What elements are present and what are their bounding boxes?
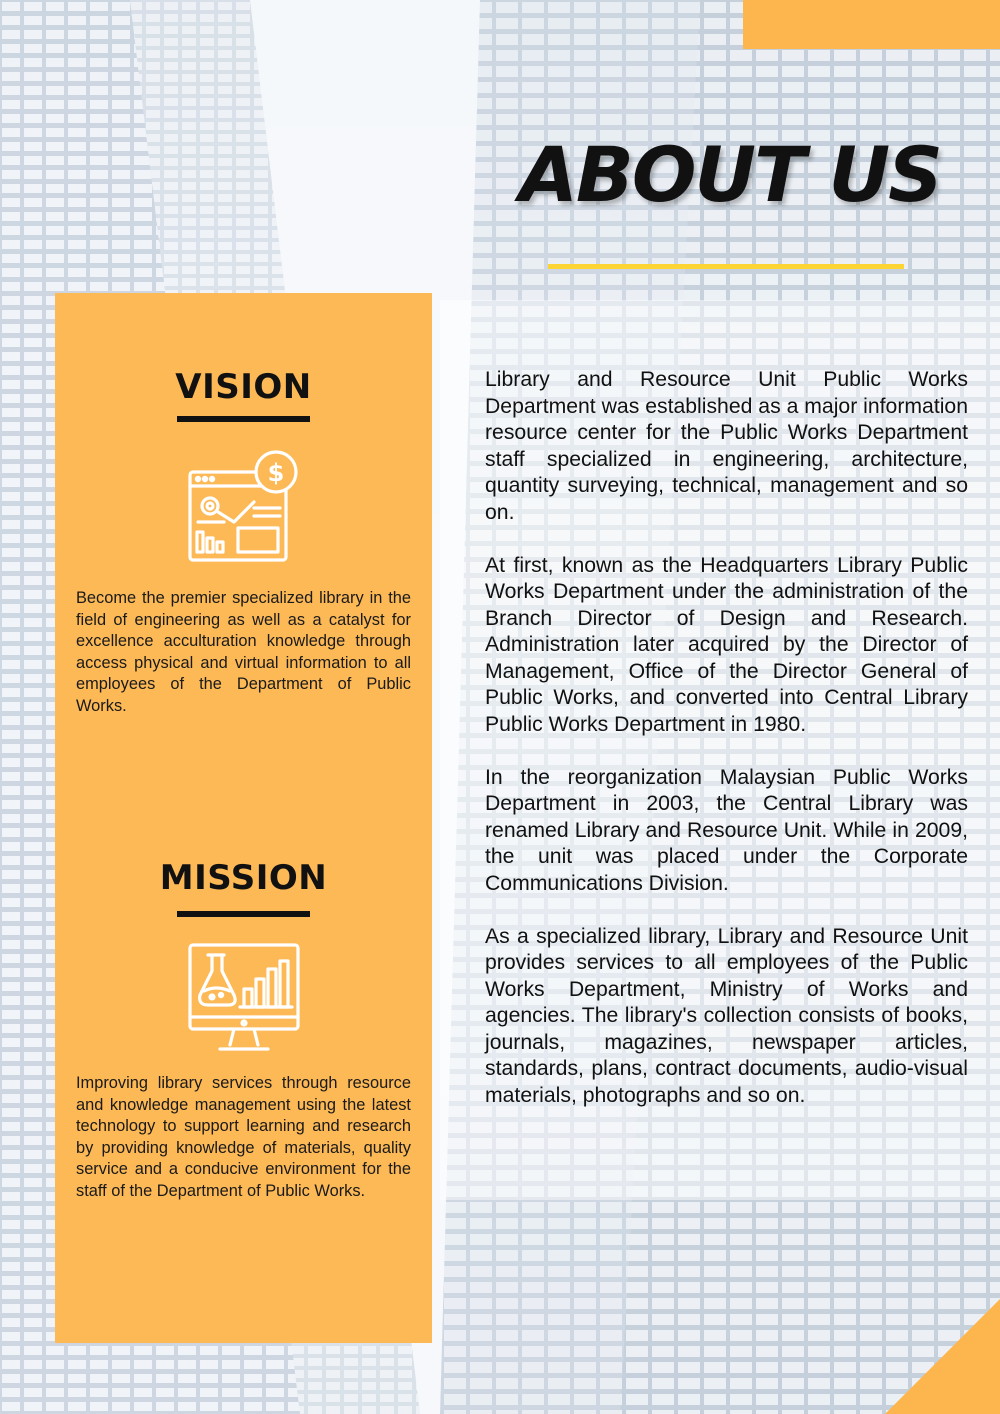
about-paragraph: Library and Resource Unit Public Works Department was established as a major information resource center for the Public Works Department staff specialized in engineering, architecture, quantity surveying, technical, management and so on. <box>485 368 968 524</box>
about-paragraph: As a specialized library, Library and Resource Unit provides services to all employees of the Public Works Department, Ministry of Works and agencies. The library's collection consists of books, journals, magazines, newspaper articles, standards, plans, contract documents, audio-visual materials, photographs and so on. <box>485 924 968 1107</box>
mission-text: Improving library services through resource and knowledge management using the latest technology to support learning and research by providing knowledge of materials, quality service and a conducive environment for the staff of the Department of Public Works. <box>76 1074 411 1200</box>
dashboard-dollar-icon <box>188 450 300 567</box>
svg-text:$: $ <box>267 459 285 487</box>
vision-heading: VISION <box>175 367 312 407</box>
about-body <box>485 367 968 1136</box>
vision-mission-panel <box>55 293 432 1343</box>
mission-underline <box>177 911 310 917</box>
title-underline <box>548 264 904 269</box>
page-title: ABOUT US <box>519 130 941 219</box>
about-paragraph: At first, known as the Headquarters Library Public Works Department under the administration of the Branch Director of Design and Research. Administration later acquired by the Director of Management, Office of the Director General of Public Works, and converted into Central Library Public Works Department in 1980. <box>485 553 968 736</box>
vision-underline <box>177 416 310 422</box>
top-accent-bar <box>743 0 1000 49</box>
monitor-flask-chart-icon <box>188 943 300 1060</box>
bottom-accent-triangle <box>885 1299 1000 1414</box>
mission-heading: MISSION <box>159 858 328 898</box>
vision-text: Become the premier specialized library in the field of engineering as well as a catalyst for excellence acculturation knowledge through access physical and virtual information to all employees of the Department of Public Works. <box>76 589 411 715</box>
about-paragraph: In the reorganization Malaysian Public Works Department in 2003, the Central Library was renamed Library and Resource Unit. While in 2009, the unit was placed under the Corporate Communications Division. <box>485 765 968 895</box>
